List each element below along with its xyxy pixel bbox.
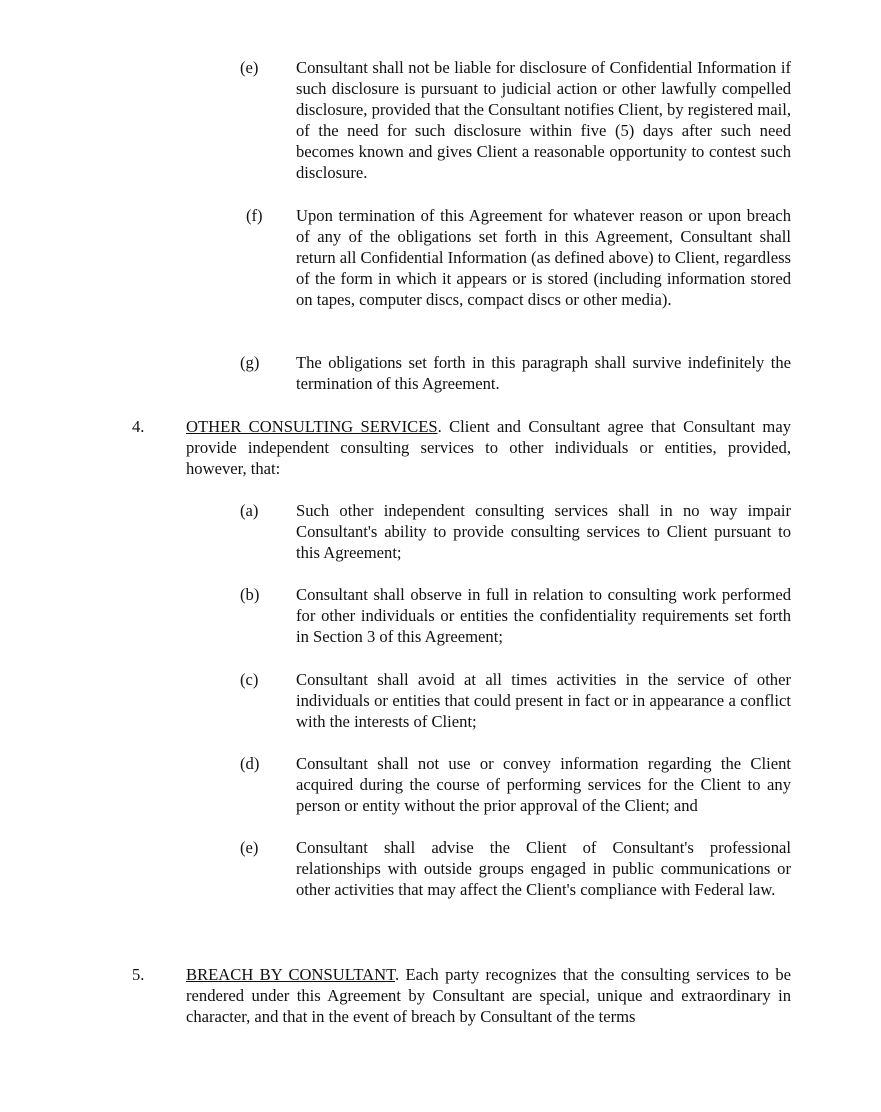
section-4-intro-text: . Client and Consultant agree that Consultant may provide independent consulting services to other individuals or entities, provided, however, that: (186, 417, 791, 478)
clause-4c-label: (c) (240, 670, 259, 689)
clause-3g-label: (g) (240, 353, 260, 372)
clause-4a-text: Such other independent consulting services shall in no way impair Consultant's ability to provide consulting services to Client pursuant to this Agreement; (296, 501, 791, 562)
clause-4c-text: Consultant shall avoid at all times activities in the service of other individuals or entities that could present in fact or in appearance a conflict with the interests of Client; (296, 670, 791, 731)
clause-3e-text: Consultant shall not be liable for disclosure of Confidential Information if such disclosure is pursuant to judicial action or other lawfully compelled disclosure, provided that the Consultant notifies Client, by registered mail, of the need for such disclosure within five (5) days after such need becomes known and gives Client a reasonable opportunity to contest such disclosure. (296, 58, 791, 182)
clause-3f-label: (f) (246, 206, 263, 225)
clause-3g-text: The obligations set forth in this paragraph shall survive indefinitely the termination of this Agreement. (296, 353, 791, 393)
section-5-intro (186, 964, 791, 1027)
clause-4e-text: Consultant shall advise the Client of Consultant's professional relationships with outside groups engaged in public communications or other activities that may affect the Client's compliance with Federal law. (296, 838, 791, 899)
clause-4b-text: Consultant shall observe in full in relation to consulting work performed for other individuals or entities the confidentiality requirements set forth in Section 3 of this Agreement; (296, 585, 791, 646)
clause-4d-text: Consultant shall not use or convey information regarding the Client acquired during the course of performing services for the Client to any person or entity without the prior approval of the Client; and (296, 754, 791, 815)
section-5-intro-text: . Each party recognizes that the consulting services to be rendered under this Agreement by Consultant are special, unique and extraordinary in character, and that in the event of breach by Consultant of the terms (186, 965, 792, 1026)
section-5-heading: BREACH BY CONSULTANT (186, 965, 396, 984)
section-4-intro (186, 416, 791, 479)
section-4-heading: OTHER CONSULTING SERVICES (186, 417, 438, 436)
section-4-number: 4. (132, 417, 145, 436)
section-5-number: 5. (132, 965, 145, 984)
clause-4e-label: (e) (240, 838, 259, 857)
clause-3e-label: (e) (240, 58, 259, 77)
clause-4d-label: (d) (240, 754, 260, 773)
clause-4b-label: (b) (240, 585, 260, 604)
clause-4a-label: (a) (240, 501, 259, 520)
clause-3f-text: Upon termination of this Agreement for whatever reason or upon breach of any of the obligations set forth in this Agreement, Consultant shall return all Confidential Information (as defined above) to Client, regardless of the form in which it appears or is stored (including information stored on tapes, computer discs, compact discs or other media). (296, 206, 791, 309)
